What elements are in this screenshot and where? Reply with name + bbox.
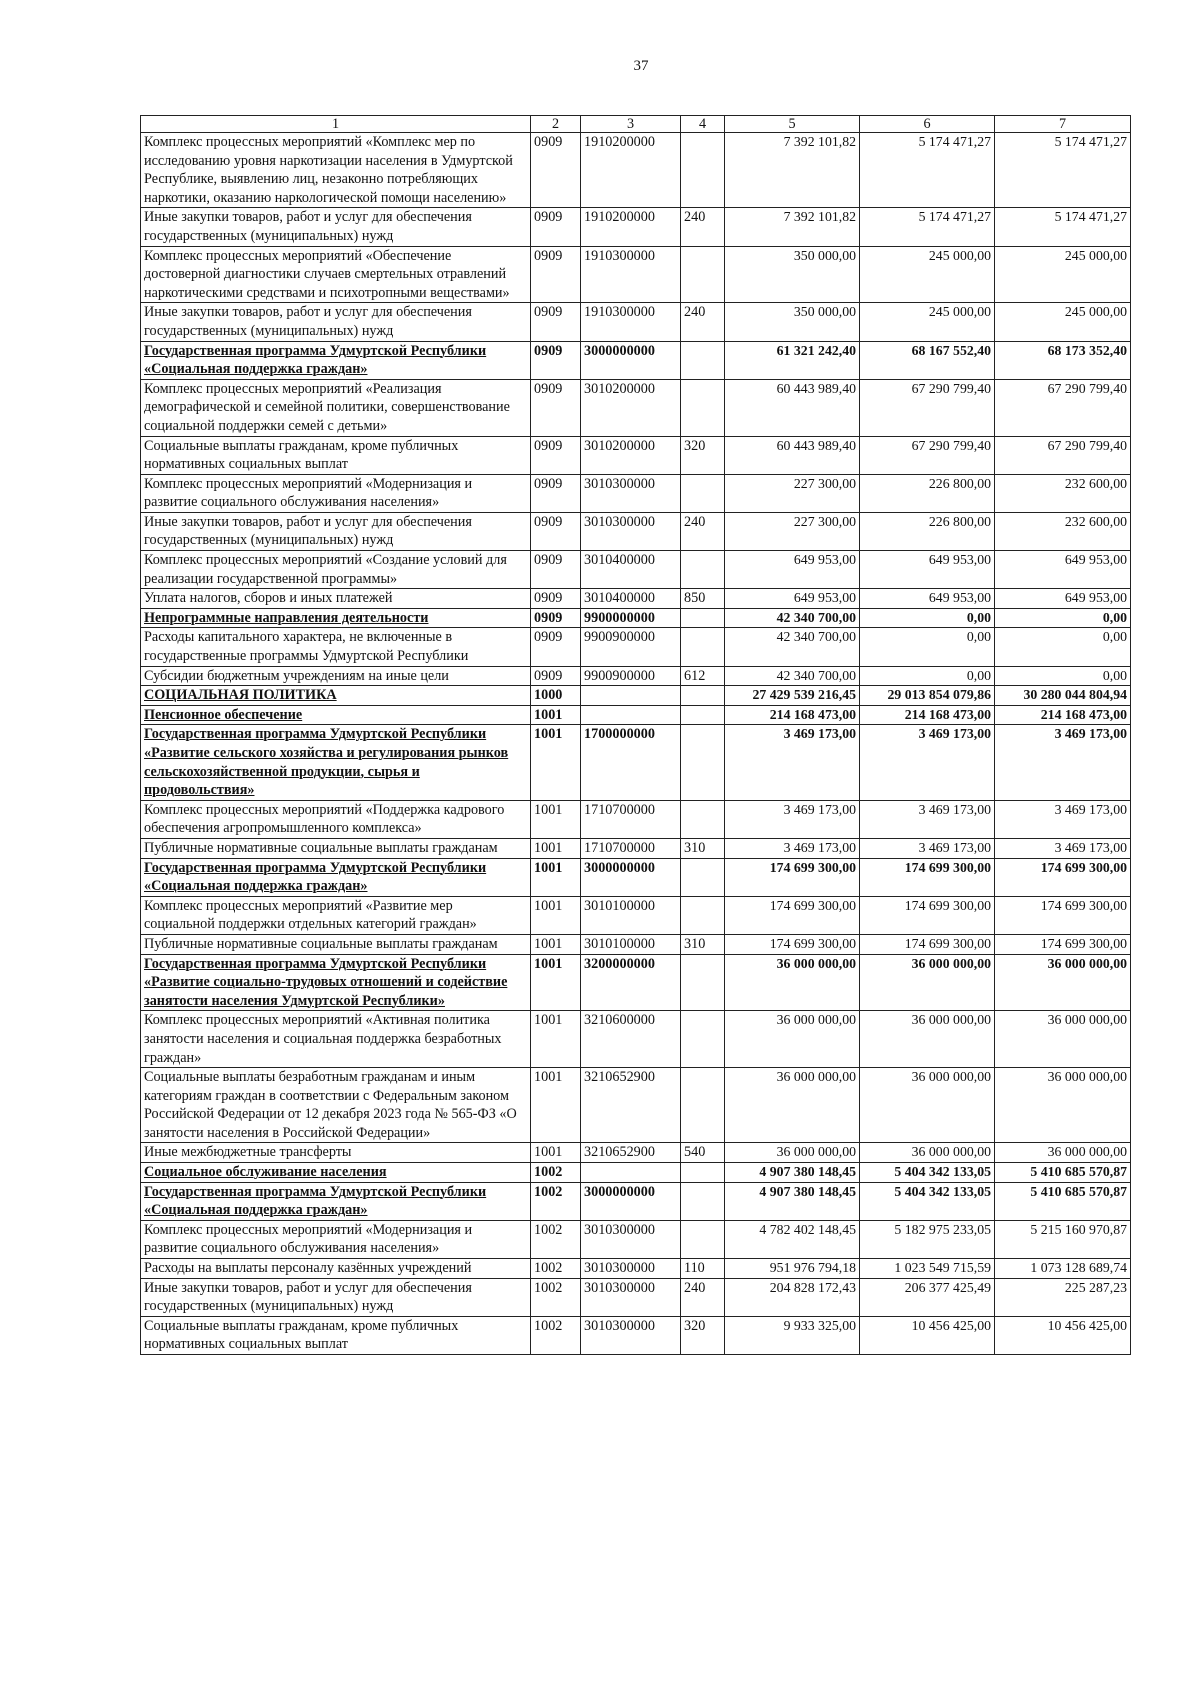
- section-code-cell: 1001: [531, 858, 581, 896]
- target-code-cell: 3000000000: [581, 858, 681, 896]
- amount-col7-cell: 5 215 160 970,87: [995, 1220, 1131, 1258]
- target-code-cell: 3010100000: [581, 934, 681, 954]
- amount-col5-cell: 951 976 794,18: [725, 1259, 860, 1279]
- amount-col6-cell: 5 174 471,27: [860, 133, 995, 208]
- target-code-cell: 3200000000: [581, 954, 681, 1011]
- target-code-cell: 3000000000: [581, 1182, 681, 1220]
- amount-col5-cell: 649 953,00: [725, 589, 860, 609]
- row-name-cell: Комплекс процессных мероприятий «Модернизация и развитие социального обслуживания населения»: [141, 1220, 531, 1258]
- amount-col6-cell: 68 167 552,40: [860, 341, 995, 379]
- row-name-cell: Государственная программа Удмуртской Республики «Социальная поддержка граждан»: [141, 858, 531, 896]
- section-code-cell: 1000: [531, 686, 581, 706]
- row-name-cell: Непрограммные направления деятельности: [141, 608, 531, 628]
- amount-col7-cell: 30 280 044 804,94: [995, 686, 1131, 706]
- target-code-cell: 1710700000: [581, 838, 681, 858]
- target-code-cell: [581, 705, 681, 725]
- section-code-cell: 0909: [531, 512, 581, 550]
- table-row: [141, 379, 1131, 436]
- amount-col5-cell: 42 340 700,00: [725, 666, 860, 686]
- section-code-cell: 0909: [531, 133, 581, 208]
- table-row: [141, 1143, 1131, 1163]
- amount-col7-cell: 3 469 173,00: [995, 725, 1131, 800]
- amount-col5-cell: 649 953,00: [725, 551, 860, 589]
- column-header: 7: [995, 116, 1131, 133]
- row-name-cell: Расходы на выплаты персоналу казённых учреждений: [141, 1259, 531, 1279]
- amount-col6-cell: 245 000,00: [860, 303, 995, 341]
- amount-col6-cell: 0,00: [860, 666, 995, 686]
- section-code-cell: 1002: [531, 1182, 581, 1220]
- table-row: [141, 474, 1131, 512]
- target-code-cell: 3010200000: [581, 379, 681, 436]
- amount-col7-cell: 225 287,23: [995, 1278, 1131, 1316]
- amount-col7-cell: 245 000,00: [995, 303, 1131, 341]
- amount-col7-cell: 649 953,00: [995, 589, 1131, 609]
- amount-col5-cell: 214 168 473,00: [725, 705, 860, 725]
- row-name-cell: Комплекс процессных мероприятий «Создание условий для реализации государственной программы»: [141, 551, 531, 589]
- expense-kind-cell: [681, 1068, 725, 1143]
- row-name-cell: Комплекс процессных мероприятий «Развитие мер социальной поддержки отдельных категорий граждан»: [141, 896, 531, 934]
- row-name-cell: Социальное обслуживание населения: [141, 1163, 531, 1183]
- amount-col6-cell: 5 404 342 133,05: [860, 1163, 995, 1183]
- table-row: [141, 934, 1131, 954]
- section-code-cell: 0909: [531, 341, 581, 379]
- amount-col5-cell: 4 782 402 148,45: [725, 1220, 860, 1258]
- row-name-cell: Иные межбюджетные трансферты: [141, 1143, 531, 1163]
- target-code-cell: 3000000000: [581, 341, 681, 379]
- target-code-cell: 3010400000: [581, 589, 681, 609]
- section-code-cell: 1002: [531, 1163, 581, 1183]
- expense-kind-cell: [681, 628, 725, 666]
- row-name-cell: Иные закупки товаров, работ и услуг для обеспечения государственных (муниципальных) нужд: [141, 208, 531, 246]
- table-row: [141, 1278, 1131, 1316]
- column-header: 2: [531, 116, 581, 133]
- section-code-cell: 1002: [531, 1316, 581, 1354]
- amount-col6-cell: 226 800,00: [860, 474, 995, 512]
- amount-col6-cell: 0,00: [860, 608, 995, 628]
- table-row: [141, 954, 1131, 1011]
- amount-col5-cell: 7 392 101,82: [725, 133, 860, 208]
- amount-col6-cell: 226 800,00: [860, 512, 995, 550]
- expense-kind-cell: 240: [681, 1278, 725, 1316]
- expense-kind-cell: [681, 551, 725, 589]
- section-code-cell: 1001: [531, 1068, 581, 1143]
- row-name-cell: Государственная программа Удмуртской Республики «Социальная поддержка граждан»: [141, 1182, 531, 1220]
- target-code-cell: 1910300000: [581, 246, 681, 303]
- amount-col5-cell: 36 000 000,00: [725, 1011, 860, 1068]
- section-code-cell: 0909: [531, 628, 581, 666]
- amount-col7-cell: 214 168 473,00: [995, 705, 1131, 725]
- amount-col6-cell: 174 699 300,00: [860, 896, 995, 934]
- target-code-cell: 3010200000: [581, 436, 681, 474]
- row-name-cell: СОЦИАЛЬНАЯ ПОЛИТИКА: [141, 686, 531, 706]
- expense-kind-cell: [681, 608, 725, 628]
- expense-kind-cell: [681, 1182, 725, 1220]
- amount-col6-cell: 174 699 300,00: [860, 858, 995, 896]
- table-row: [141, 725, 1131, 800]
- amount-col5-cell: 61 321 242,40: [725, 341, 860, 379]
- expense-kind-cell: [681, 954, 725, 1011]
- amount-col7-cell: 5 174 471,27: [995, 208, 1131, 246]
- amount-col7-cell: 174 699 300,00: [995, 896, 1131, 934]
- amount-col5-cell: 42 340 700,00: [725, 628, 860, 666]
- amount-col5-cell: 350 000,00: [725, 246, 860, 303]
- table-row: [141, 628, 1131, 666]
- amount-col7-cell: 174 699 300,00: [995, 934, 1131, 954]
- row-name-cell: Уплата налогов, сборов и иных платежей: [141, 589, 531, 609]
- section-code-cell: 0909: [531, 608, 581, 628]
- target-code-cell: 9900900000: [581, 628, 681, 666]
- table-row: [141, 512, 1131, 550]
- amount-col5-cell: 60 443 989,40: [725, 436, 860, 474]
- amount-col6-cell: 1 023 549 715,59: [860, 1259, 995, 1279]
- section-code-cell: 0909: [531, 379, 581, 436]
- target-code-cell: 3010300000: [581, 1278, 681, 1316]
- target-code-cell: 3010300000: [581, 474, 681, 512]
- amount-col5-cell: 9 933 325,00: [725, 1316, 860, 1354]
- row-name-cell: Иные закупки товаров, работ и услуг для обеспечения государственных (муниципальных) нужд: [141, 303, 531, 341]
- amount-col6-cell: 214 168 473,00: [860, 705, 995, 725]
- row-name-cell: Комплекс процессных мероприятий «Комплекс мер по исследованию уровня наркотизации населения в Удмуртской Республике, выявлению лиц, незаконно потребляющих наркотики, оказанию наркологической помощи населению»: [141, 133, 531, 208]
- section-code-cell: 0909: [531, 551, 581, 589]
- amount-col5-cell: 350 000,00: [725, 303, 860, 341]
- table-row: [141, 1316, 1131, 1354]
- amount-col7-cell: 0,00: [995, 608, 1131, 628]
- expense-kind-cell: 240: [681, 303, 725, 341]
- amount-col5-cell: 227 300,00: [725, 474, 860, 512]
- amount-col7-cell: 174 699 300,00: [995, 858, 1131, 896]
- target-code-cell: 3010100000: [581, 896, 681, 934]
- amount-col5-cell: 174 699 300,00: [725, 896, 860, 934]
- table-row: [141, 246, 1131, 303]
- amount-col5-cell: 174 699 300,00: [725, 858, 860, 896]
- target-code-cell: 3010300000: [581, 1316, 681, 1354]
- row-name-cell: Комплекс процессных мероприятий «Реализация демографической и семейной политики, совершенствование социальной поддержки семей с детьми»: [141, 379, 531, 436]
- expense-kind-cell: 240: [681, 208, 725, 246]
- amount-col6-cell: 36 000 000,00: [860, 1068, 995, 1143]
- row-name-cell: Комплекс процессных мероприятий «Обеспечение достоверной диагностики случаев смертельных отравлений наркотическими средствами и психотропными веществами»: [141, 246, 531, 303]
- row-name-cell: Социальные выплаты гражданам, кроме публичных нормативных социальных выплат: [141, 436, 531, 474]
- amount-col6-cell: 245 000,00: [860, 246, 995, 303]
- amount-col7-cell: 36 000 000,00: [995, 1143, 1131, 1163]
- target-code-cell: 3010300000: [581, 512, 681, 550]
- amount-col7-cell: 68 173 352,40: [995, 341, 1131, 379]
- amount-col5-cell: 227 300,00: [725, 512, 860, 550]
- target-code-cell: 3010400000: [581, 551, 681, 589]
- amount-col5-cell: 7 392 101,82: [725, 208, 860, 246]
- column-header: 5: [725, 116, 860, 133]
- amount-col5-cell: 42 340 700,00: [725, 608, 860, 628]
- section-code-cell: 0909: [531, 208, 581, 246]
- amount-col7-cell: 232 600,00: [995, 474, 1131, 512]
- expense-kind-cell: [681, 686, 725, 706]
- row-name-cell: Комплекс процессных мероприятий «Поддержка кадрового обеспечения агропромышленного комплекса»: [141, 800, 531, 838]
- target-code-cell: [581, 686, 681, 706]
- row-name-cell: Расходы капитального характера, не включенные в государственные программы Удмуртской Республики: [141, 628, 531, 666]
- amount-col5-cell: 4 907 380 148,45: [725, 1182, 860, 1220]
- expense-kind-cell: [681, 379, 725, 436]
- amount-col7-cell: 5 410 685 570,87: [995, 1163, 1131, 1183]
- target-code-cell: 3010300000: [581, 1220, 681, 1258]
- amount-col7-cell: 232 600,00: [995, 512, 1131, 550]
- amount-col6-cell: 10 456 425,00: [860, 1316, 995, 1354]
- amount-col6-cell: 67 290 799,40: [860, 379, 995, 436]
- amount-col6-cell: 206 377 425,49: [860, 1278, 995, 1316]
- amount-col7-cell: 36 000 000,00: [995, 1011, 1131, 1068]
- section-code-cell: 1002: [531, 1278, 581, 1316]
- amount-col6-cell: 5 174 471,27: [860, 208, 995, 246]
- row-name-cell: Государственная программа Удмуртской Республики «Социальная поддержка граждан»: [141, 341, 531, 379]
- amount-col7-cell: 36 000 000,00: [995, 954, 1131, 1011]
- expense-kind-cell: 240: [681, 512, 725, 550]
- table-header-row: [141, 116, 1131, 133]
- table-row: [141, 208, 1131, 246]
- row-name-cell: Публичные нормативные социальные выплаты гражданам: [141, 934, 531, 954]
- table-row: [141, 1259, 1131, 1279]
- amount-col6-cell: 649 953,00: [860, 589, 995, 609]
- amount-col6-cell: 36 000 000,00: [860, 1011, 995, 1068]
- table-body: [141, 133, 1131, 1355]
- target-code-cell: 3210600000: [581, 1011, 681, 1068]
- expense-kind-cell: [681, 896, 725, 934]
- section-code-cell: 1001: [531, 725, 581, 800]
- row-name-cell: Государственная программа Удмуртской Республики «Развитие социально-трудовых отношений и содействие занятости населения Удмуртской Республики»: [141, 954, 531, 1011]
- target-code-cell: 9900000000: [581, 608, 681, 628]
- section-code-cell: 1001: [531, 896, 581, 934]
- amount-col7-cell: 0,00: [995, 666, 1131, 686]
- column-header: 3: [581, 116, 681, 133]
- target-code-cell: 1910300000: [581, 303, 681, 341]
- row-name-cell: Социальные выплаты гражданам, кроме публичных нормативных социальных выплат: [141, 1316, 531, 1354]
- section-code-cell: 1001: [531, 1011, 581, 1068]
- target-code-cell: 3210652900: [581, 1068, 681, 1143]
- amount-col6-cell: 5 182 975 233,05: [860, 1220, 995, 1258]
- amount-col6-cell: 0,00: [860, 628, 995, 666]
- amount-col5-cell: 27 429 539 216,45: [725, 686, 860, 706]
- table-row: [141, 1068, 1131, 1143]
- section-code-cell: 0909: [531, 666, 581, 686]
- section-code-cell: 1001: [531, 800, 581, 838]
- section-code-cell: 0909: [531, 303, 581, 341]
- expense-kind-cell: [681, 858, 725, 896]
- amount-col5-cell: 36 000 000,00: [725, 1068, 860, 1143]
- amount-col6-cell: 3 469 173,00: [860, 800, 995, 838]
- section-code-cell: 1001: [531, 705, 581, 725]
- amount-col6-cell: 36 000 000,00: [860, 954, 995, 1011]
- expense-kind-cell: [681, 133, 725, 208]
- amount-col7-cell: 0,00: [995, 628, 1131, 666]
- expense-kind-cell: [681, 341, 725, 379]
- amount-col6-cell: 3 469 173,00: [860, 838, 995, 858]
- expense-kind-cell: 110: [681, 1259, 725, 1279]
- section-code-cell: 0909: [531, 589, 581, 609]
- column-header: 1: [141, 116, 531, 133]
- amount-col5-cell: 3 469 173,00: [725, 838, 860, 858]
- expense-kind-cell: [681, 246, 725, 303]
- expense-kind-cell: 612: [681, 666, 725, 686]
- section-code-cell: 1001: [531, 954, 581, 1011]
- amount-col6-cell: 3 469 173,00: [860, 725, 995, 800]
- table-row: [141, 838, 1131, 858]
- column-header: 4: [681, 116, 725, 133]
- row-name-cell: Пенсионное обеспечение: [141, 705, 531, 725]
- section-code-cell: 0909: [531, 436, 581, 474]
- table-row: [141, 896, 1131, 934]
- target-code-cell: 3010300000: [581, 1259, 681, 1279]
- table-row: [141, 1220, 1131, 1258]
- section-code-cell: 1001: [531, 1143, 581, 1163]
- table-row: [141, 551, 1131, 589]
- budget-table: [140, 115, 1131, 1355]
- amount-col7-cell: 1 073 128 689,74: [995, 1259, 1131, 1279]
- expense-kind-cell: 310: [681, 934, 725, 954]
- amount-col6-cell: 67 290 799,40: [860, 436, 995, 474]
- row-name-cell: Иные закупки товаров, работ и услуг для обеспечения государственных (муниципальных) нужд: [141, 512, 531, 550]
- amount-col5-cell: 60 443 989,40: [725, 379, 860, 436]
- amount-col6-cell: 29 013 854 079,86: [860, 686, 995, 706]
- target-code-cell: 1910200000: [581, 208, 681, 246]
- section-code-cell: 1002: [531, 1220, 581, 1258]
- amount-col5-cell: 36 000 000,00: [725, 954, 860, 1011]
- row-name-cell: Комплекс процессных мероприятий «Модернизация и развитие социального обслуживания населения»: [141, 474, 531, 512]
- amount-col7-cell: 67 290 799,40: [995, 379, 1131, 436]
- expense-kind-cell: [681, 1011, 725, 1068]
- table-row: [141, 608, 1131, 628]
- expense-kind-cell: 310: [681, 838, 725, 858]
- row-name-cell: Публичные нормативные социальные выплаты гражданам: [141, 838, 531, 858]
- amount-col7-cell: 5 174 471,27: [995, 133, 1131, 208]
- page-number: 37: [633, 58, 649, 74]
- expense-kind-cell: [681, 725, 725, 800]
- amount-col7-cell: 5 410 685 570,87: [995, 1182, 1131, 1220]
- row-name-cell: Комплекс процессных мероприятий «Активная политика занятости населения и социальная поддержка безработных граждан»: [141, 1011, 531, 1068]
- amount-col7-cell: 3 469 173,00: [995, 838, 1131, 858]
- row-name-cell: Социальные выплаты безработным гражданам и иным категориям граждан в соответствии с Федеральным законом Российской Федерации от 12 декабря 2023 года № 565-ФЗ «О занятости населения в Российской Федерации»: [141, 1068, 531, 1143]
- target-code-cell: [581, 1163, 681, 1183]
- target-code-cell: 1710700000: [581, 800, 681, 838]
- row-name-cell: Субсидии бюджетным учреждениям на иные цели: [141, 666, 531, 686]
- amount-col7-cell: 67 290 799,40: [995, 436, 1131, 474]
- expense-kind-cell: 850: [681, 589, 725, 609]
- table-row: [141, 303, 1131, 341]
- table-row: [141, 1182, 1131, 1220]
- amount-col7-cell: 10 456 425,00: [995, 1316, 1131, 1354]
- table-row: [141, 686, 1131, 706]
- target-code-cell: 3210652900: [581, 1143, 681, 1163]
- amount-col7-cell: 36 000 000,00: [995, 1068, 1131, 1143]
- amount-col7-cell: 649 953,00: [995, 551, 1131, 589]
- amount-col5-cell: 204 828 172,43: [725, 1278, 860, 1316]
- target-code-cell: 1910200000: [581, 133, 681, 208]
- expense-kind-cell: [681, 705, 725, 725]
- target-code-cell: 9900900000: [581, 666, 681, 686]
- expense-kind-cell: [681, 800, 725, 838]
- table-row: [141, 341, 1131, 379]
- expense-kind-cell: 320: [681, 436, 725, 474]
- table-row: [141, 1163, 1131, 1183]
- amount-col5-cell: 36 000 000,00: [725, 1143, 860, 1163]
- amount-col6-cell: 174 699 300,00: [860, 934, 995, 954]
- table-row: [141, 1011, 1131, 1068]
- amount-col5-cell: 174 699 300,00: [725, 934, 860, 954]
- section-code-cell: 1001: [531, 838, 581, 858]
- amount-col6-cell: 36 000 000,00: [860, 1143, 995, 1163]
- expense-kind-cell: [681, 1220, 725, 1258]
- amount-col6-cell: 649 953,00: [860, 551, 995, 589]
- table-row: [141, 589, 1131, 609]
- column-header: 6: [860, 116, 995, 133]
- table-row: [141, 800, 1131, 838]
- table-row: [141, 133, 1131, 208]
- table-row: [141, 436, 1131, 474]
- section-code-cell: 0909: [531, 474, 581, 512]
- expense-kind-cell: 540: [681, 1143, 725, 1163]
- amount-col6-cell: 5 404 342 133,05: [860, 1182, 995, 1220]
- expense-kind-cell: [681, 474, 725, 512]
- amount-col7-cell: 245 000,00: [995, 246, 1131, 303]
- table-row: [141, 858, 1131, 896]
- amount-col7-cell: 3 469 173,00: [995, 800, 1131, 838]
- table-row: [141, 666, 1131, 686]
- section-code-cell: 1002: [531, 1259, 581, 1279]
- section-code-cell: 1001: [531, 934, 581, 954]
- section-code-cell: 0909: [531, 246, 581, 303]
- table-row: [141, 705, 1131, 725]
- expense-kind-cell: 320: [681, 1316, 725, 1354]
- expense-kind-cell: [681, 1163, 725, 1183]
- row-name-cell: Государственная программа Удмуртской Республики «Развитие сельского хозяйства и регулирования рынков сельскохозяйственной продукции, сырья и продовольствия»: [141, 725, 531, 800]
- amount-col5-cell: 4 907 380 148,45: [725, 1163, 860, 1183]
- target-code-cell: 1700000000: [581, 725, 681, 800]
- amount-col5-cell: 3 469 173,00: [725, 800, 860, 838]
- row-name-cell: Иные закупки товаров, работ и услуг для обеспечения государственных (муниципальных) нужд: [141, 1278, 531, 1316]
- amount-col5-cell: 3 469 173,00: [725, 725, 860, 800]
